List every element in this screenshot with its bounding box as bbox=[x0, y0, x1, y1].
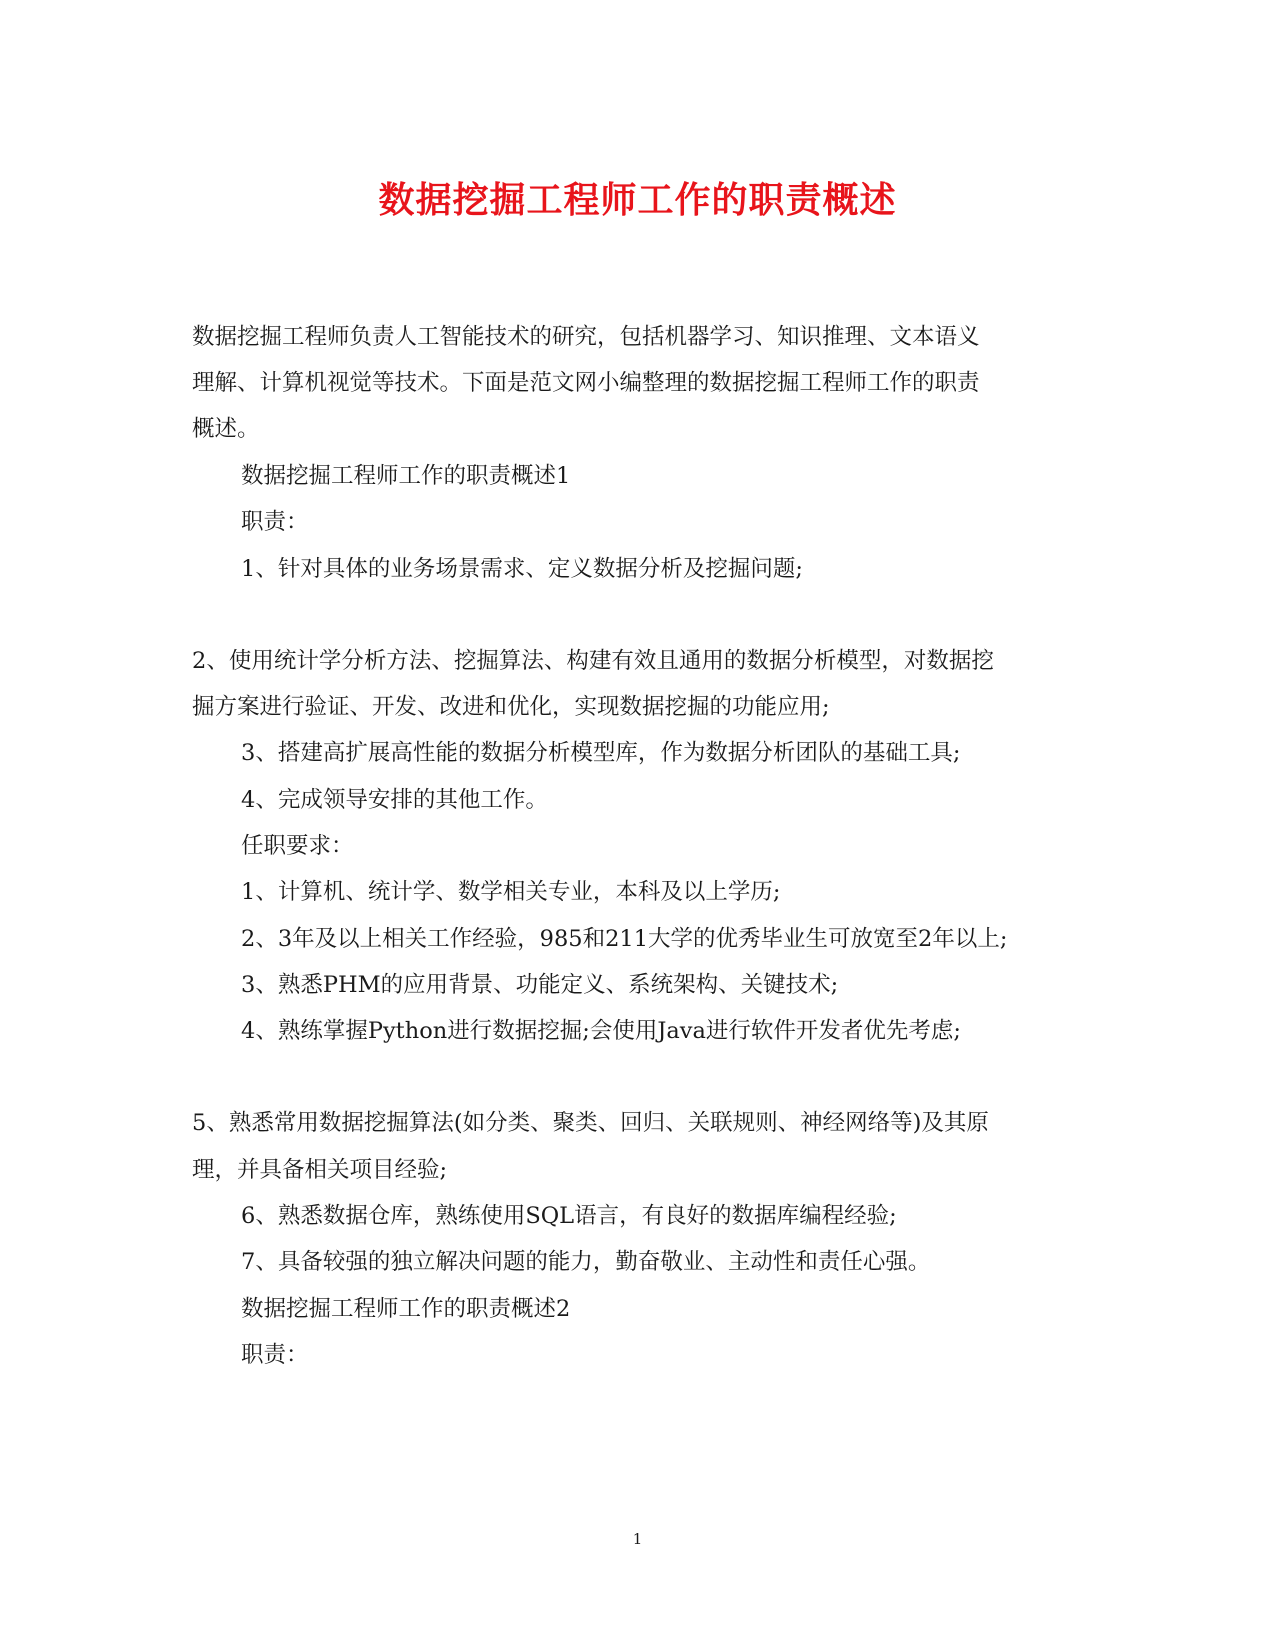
section-heading-2: 数据挖掘工程师工作的职责概述2 bbox=[241, 1296, 571, 1322]
duty-item-4: 4、完成领导安排的其他工作。 bbox=[241, 787, 548, 813]
requirement-item-5-line-1: 5、熟悉常用数据挖掘算法(如分类、聚类、回归、关联规则、神经网络等)及其原 bbox=[192, 1110, 989, 1136]
requirement-item-2: 2、3年及以上相关工作经验，985和211大学的优秀毕业生可放宽至2年以上; bbox=[241, 926, 1008, 952]
page-number: 1 bbox=[632, 1530, 643, 1548]
intro-line-3: 概述。 bbox=[192, 416, 260, 442]
requirement-item-5-line-2: 理，并具备相关项目经验; bbox=[192, 1157, 448, 1183]
duties-label-1: 职责： bbox=[241, 509, 309, 535]
duty-item-3: 3、搭建高扩展高性能的数据分析模型库，作为数据分析团队的基础工具; bbox=[241, 740, 961, 766]
duty-item-2-line-2: 掘方案进行验证、开发、改进和优化，实现数据挖掘的功能应用; bbox=[192, 694, 830, 720]
requirement-item-6: 6、熟悉数据仓库，熟练使用SQL语言，有良好的数据库编程经验; bbox=[241, 1203, 897, 1229]
requirement-item-1: 1、计算机、统计学、数学相关专业，本科及以上学历; bbox=[241, 879, 781, 905]
duties-label-2: 职责： bbox=[241, 1342, 309, 1368]
requirements-label: 任职要求： bbox=[241, 833, 354, 859]
requirement-item-3: 3、熟悉PHM的应用背景、功能定义、系统架构、关键技术; bbox=[241, 972, 839, 998]
duty-item-2-line-1: 2、使用统计学分析方法、挖掘算法、构建有效且通用的数据分析模型，对数据挖 bbox=[192, 648, 994, 674]
requirement-item-7: 7、具备较强的独立解决问题的能力，勤奋敬业、主动性和责任心强。 bbox=[241, 1249, 931, 1275]
requirement-item-4: 4、熟练掌握Python进行数据挖掘;会使用Java进行软件开发者优先考虑; bbox=[241, 1018, 961, 1044]
duty-item-1: 1、针对具体的业务场景需求、定义数据分析及挖掘问题; bbox=[241, 556, 803, 582]
intro-line-2: 理解、计算机视觉等技术。下面是范文网小编整理的数据挖掘工程师工作的职责 bbox=[192, 370, 980, 396]
intro-line-1: 数据挖掘工程师负责人工智能技术的研究，包括机器学习、知识推理、文本语义 bbox=[192, 324, 980, 350]
page-title: 数据挖掘工程师工作的职责概述 bbox=[378, 179, 897, 221]
section-heading-1: 数据挖掘工程师工作的职责概述1 bbox=[241, 463, 571, 489]
